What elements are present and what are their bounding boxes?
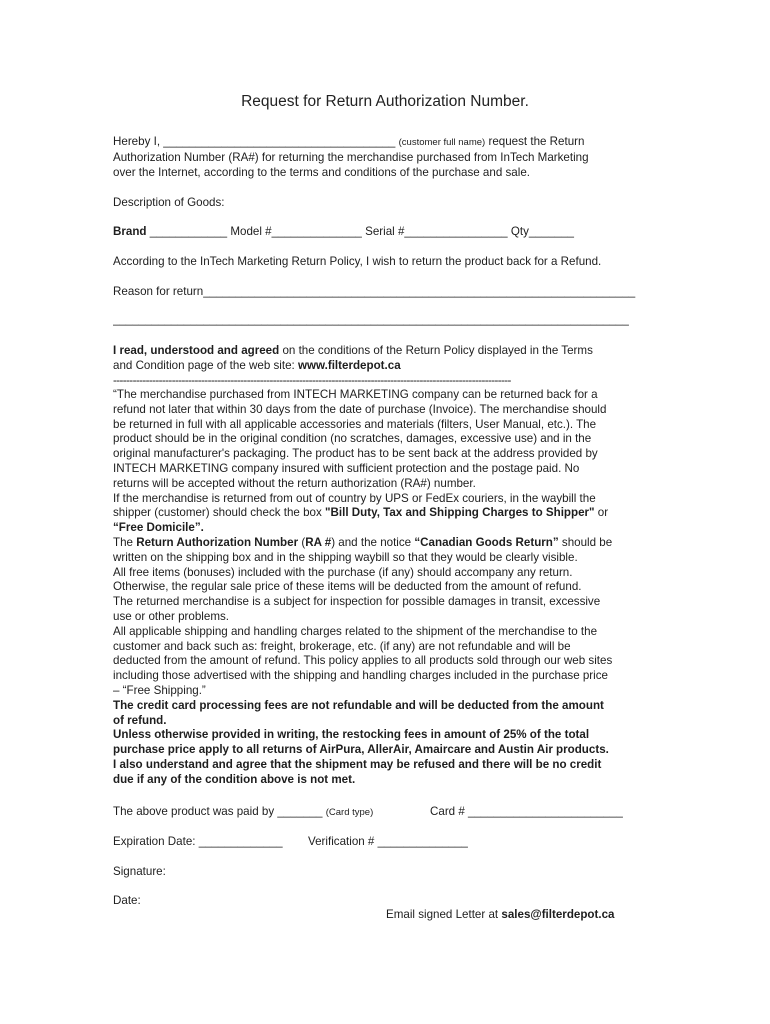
policy-line: deducted from the amount of refund. This policy applies to all products sold through our web sites xyxy=(113,654,613,668)
agree-line-2 xyxy=(113,359,663,374)
brand-label: Brand xyxy=(113,225,147,238)
waybill-text: shipper (customer) should check the box xyxy=(113,506,322,520)
goods-row xyxy=(113,225,574,238)
policy-line: returns will be accepted without the return authorization (RA#) number. xyxy=(113,476,476,490)
reason-line-2: ________________________________________________________________________________ xyxy=(113,313,629,326)
ra-text-e: ) and the notice xyxy=(331,535,412,549)
policy-line: All free items (bonuses) included with the purchase (if any) should accompany any return. xyxy=(113,565,573,579)
policy-line-ra xyxy=(113,536,663,551)
agree-line-2-text: and Condition page of the web site: xyxy=(113,358,295,372)
policy-line: INTECH MARKETING company insured with sufficient protection and the postage paid. No xyxy=(113,461,580,475)
ra-number-bold: Return Authorization Number xyxy=(136,535,299,549)
brand-blank: ____________ xyxy=(149,225,228,238)
customer-name-blank: Hereby I, ____________________________________ xyxy=(113,135,396,148)
bill-duty-option: "Bill Duty, Tax and Shipping Charges to Shipper" xyxy=(325,506,595,520)
restocking-notice: Unless otherwise provided in writing, the restocking fees in amount of 25% of the total xyxy=(113,728,590,742)
intro-paragraph xyxy=(113,135,663,180)
policy-line: All applicable shipping and handling charges related to the shipment of the merchandise to the xyxy=(113,624,598,638)
intro-line-1-end: request the Return xyxy=(488,135,585,148)
model-field: Model #______________ xyxy=(230,225,362,238)
policy-line: be returned in full with all applicable accessories and materials (filters, User Manual, etc.). The xyxy=(113,417,597,431)
fees-notice: The credit card processing fees are not refundable and will be deducted from the amount xyxy=(113,698,604,712)
policy-line: If the merchandise is returned from out of country by UPS or FedEx couriers, in the waybill the xyxy=(113,491,596,505)
email-line xyxy=(386,908,615,921)
policy-statement: According to the InTech Marketing Return Policy, I wish to return the product back for a Refund. xyxy=(113,255,602,268)
policy-line: product should be in the original condition (no scratches, damages, excessive use) and in the xyxy=(113,432,592,446)
card-number-field: Card # ________________________ xyxy=(430,805,623,818)
policy-line: use or other problems. xyxy=(113,609,229,623)
agree-rest: on the conditions of the Return Policy displayed in the Terms xyxy=(282,344,593,357)
canadian-goods-return: “Canadian Goods Return” xyxy=(414,535,559,549)
agreement-paragraph xyxy=(113,344,663,388)
card-type-hint: (Card type) xyxy=(325,807,374,818)
intro-line-1 xyxy=(113,135,663,151)
ra-hash-bold: RA # xyxy=(305,535,332,549)
policy-line-waybill xyxy=(113,506,663,521)
refusal-notice: I also understand and agree that the shipment may be refused and there will be no credit xyxy=(113,757,602,771)
customer-name-hint: (customer full name) xyxy=(398,137,486,148)
policy-text xyxy=(113,388,663,788)
policy-line: written on the shipping box and in the shipping waybill so that they would be clearly visible. xyxy=(113,550,578,564)
qty-field: Qty_______ xyxy=(510,225,574,238)
policy-line: including those advertised with the shipping and handling charges included in the purchase price xyxy=(113,669,608,683)
ra-text-a: The xyxy=(113,535,133,549)
policy-line: – “Free Shipping.” xyxy=(113,683,206,697)
policy-line: refund not later that within 30 days from the date of purchase (Invoice). The merchandise should xyxy=(113,402,607,416)
description-label: Description of Goods: xyxy=(113,196,225,209)
serial-field: Serial #________________ xyxy=(365,225,508,238)
refusal-notice-end: due if any of the condition above is not met. xyxy=(113,772,356,786)
verification-field: Verification # ______________ xyxy=(308,835,468,848)
paid-by-field: The above product was paid by _______ xyxy=(113,805,323,818)
agree-line-1 xyxy=(113,344,663,359)
fees-notice-end: of refund. xyxy=(113,713,167,727)
reason-line: Reason for return___________________________________________________________________ xyxy=(113,285,636,298)
policy-line: customer and back such as: freight, brokerage, etc. (if any) are not refundable and will be xyxy=(113,639,571,653)
policy-line: The returned merchandise is a subject for inspection for possible damages in transit, excessive xyxy=(113,595,601,609)
intro-line-3: over the Internet, according to the terms and conditions of the purchase and sale. xyxy=(113,165,530,179)
date-label: Date: xyxy=(113,894,141,907)
email-address: sales@filterdepot.ca xyxy=(501,908,615,921)
paid-by-row xyxy=(113,805,373,818)
intro-line-2: Authorization Number (RA#) for returning the merchandise purchased from InTech Marketing xyxy=(113,150,589,164)
policy-line: “The merchandise purchased from INTECH MARKETING company can be returned back for a xyxy=(113,388,598,401)
ra-text-g: should be xyxy=(561,535,613,549)
separator-line: -------------------------------------------------------------------------------------------------------------------------- xyxy=(113,373,511,387)
policy-line: original manufacturer's packaging. The product has to be sent back at the address provided by xyxy=(113,447,598,461)
policy-line: Otherwise, the regular sale price of these items will be deducted from the amount of refund. xyxy=(113,580,582,594)
expiration-field: Expiration Date: _____________ xyxy=(113,835,283,848)
website-link: www.filterdepot.ca xyxy=(298,358,401,372)
restocking-notice-2: purchase price apply to all returns of AirPura, AllerAir, Amaircare and Austin Air products. xyxy=(113,743,609,757)
document-title: Request for Return Authorization Number. xyxy=(241,93,529,110)
signature-label: Signature: xyxy=(113,865,166,878)
email-prefix: Email signed Letter at xyxy=(386,908,499,921)
or-text: or xyxy=(597,506,609,520)
agree-bold: I read, understood and agreed xyxy=(113,344,280,357)
ra-paren-open: ( xyxy=(301,535,306,549)
free-domicile-option: “Free Domicile”. xyxy=(113,521,204,535)
